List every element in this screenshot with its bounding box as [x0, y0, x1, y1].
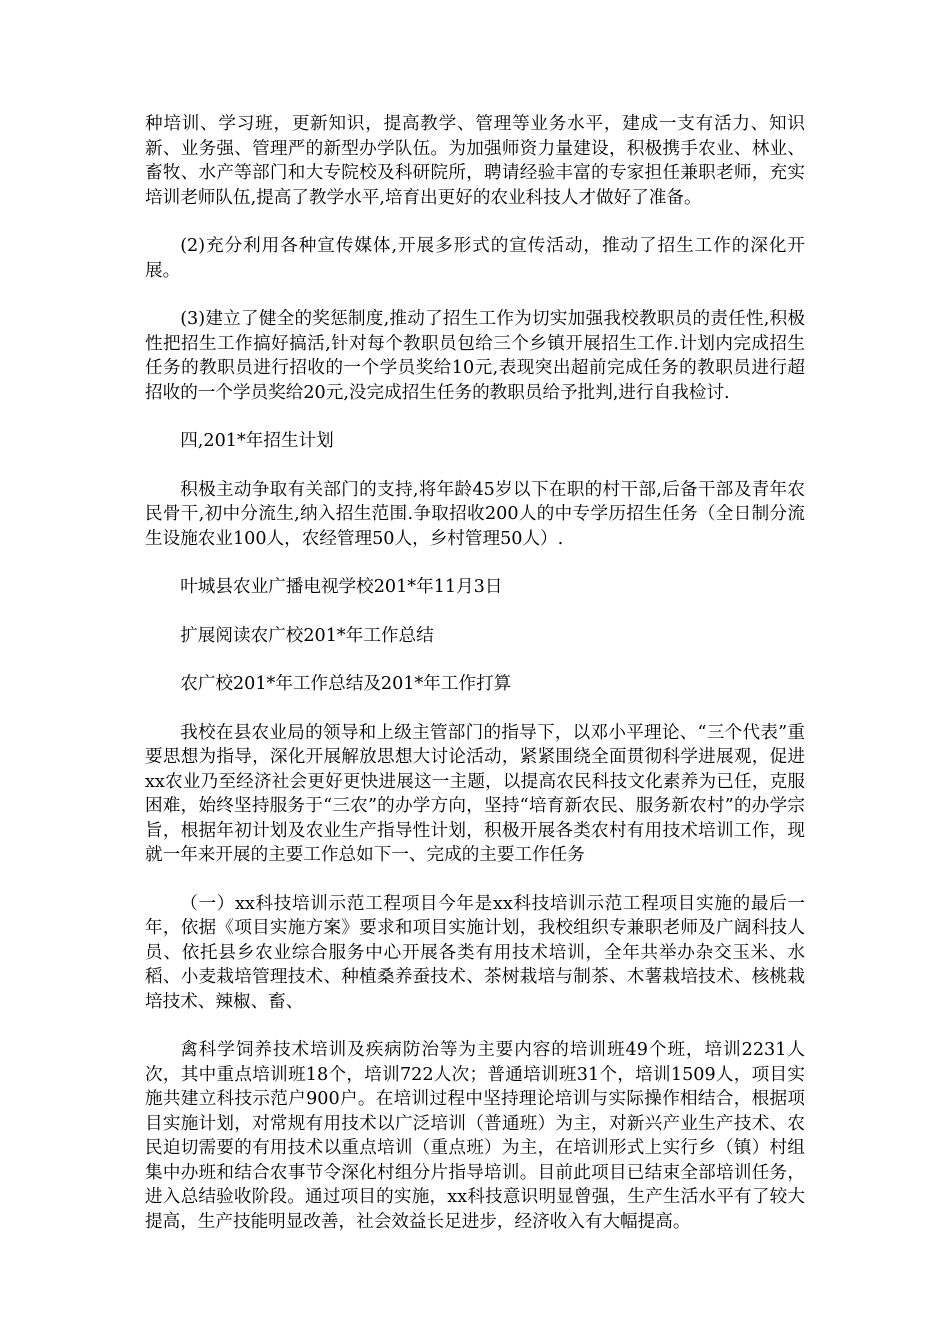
signature-date-line: 叶城县农业广播电视学校201*年11月3日 — [180, 577, 503, 597]
paragraph-training-results: 禽科学饲养技术培训及疾病防治等为主要内容的培训班49个班，培训2231人次，其中重点培训班18个，培训722人次；普通培训班31个，培训1509人，项目实施共建立科技示范户900户。在培训过程中坚持理论培训与实际操作相结合，根据项目实施计划，对常规有用技术以广泛培训（普通班）为主，对新兴产业生产技术、农民迫切需要的有用技术以重点培训（重点班）为主，在培训形式上实行乡（镇）村组集中办班和结合农事节令深化村组分片指导培训。目前此项目已结束全部培训任务，进入总结验收阶段。通过项目的实施，xx科技意识明显曾强，生产生活水平有了较大提高，生产技能明显改善，社会效益长足进步，经济收入有大幅提高。 — [145, 1040, 805, 1232]
paragraph-introduction: 我校在县农业局的领导和上级主管部门的指导下，以邓小平理论、“三个代表”重要思想为指导，深化开展解放思想大讨论活动，紧紧围绕全面贯彻科学进展观，促进xx农业乃至经济社会更好更快进展这一主题，以提高农民科技文化素养为已任，克服困难，始终坚持服务于“三农”的办学方向，坚持“培育新农民、服务新农村”的办学宗旨，根据年初计划及农业生产指导性计划，积极开展各类农村有用技术培训工作，现就一年来开展的主要工作总如下一、完成的主要工作任务 — [145, 722, 805, 865]
paragraph-project-one: （一）xx科技培训示范工程项目今年是xx科技培训示范工程项目实施的最后一年，依据《项目实施方案》要求和项目实施计划，我校组织专兼职老师及广阔科技人员、依托县乡农业综合服务中心开展各类有用技术培训，全年共举办杂交玉米、水稻、小麦栽培管理技术、种植桑养蚕技术、茶树栽培与制茶、木薯栽培技术、核桃栽培技术、辣椒、畜、 — [145, 893, 805, 1012]
document-page — [145, 112, 805, 1258]
paragraph-enrollment-plan: 积极主动争取有关部门的支持,将年龄45岁以下在职的村干部,后备干部及青年农民骨干,初中分流生,纳入招生范围.争取招收200人的中专学历招生任务（全日制分流生设施农业100人，农经管理50人，乡村管理50人）. — [145, 479, 805, 549]
summary-title: 农广校201*年工作总结及201*年工作打算 — [180, 674, 512, 694]
extended-reading-title: 扩展阅读农广校201*年工作总结 — [180, 625, 434, 646]
paragraph-incentives: (3)建立了健全的奖惩制度,推动了招生工作为切实加强我校教职员的责任性,积极性把招生工作搞好搞活,针对每个教职员包给三个乡镇开展招生工作.计划内完成招生任务的教职员进行招收的一个学员奖给10元,表现突出超前完成任务的教职员进行超招收的一个学员奖给20元,没完成招生任务的教职员给予批判,进行自我检讨. — [145, 309, 805, 403]
paragraph-publicity: (2)充分利用各种宣传媒体,开展多形式的宣传活动，推动了招生工作的深化开展。 — [145, 236, 805, 281]
section-heading-enrollment-plan: 四,201*年招生计划 — [180, 431, 334, 451]
paragraph-training-staff: 种培训、学习班，更新知识，提高教学、管理等业务水平，建成一支有活力、知识新、业务强、管理严的新型办学队伍。为加强师资力量建设，积极携手农业、林业、畜牧、水产等部门和大专院校及科研院所，聘请经验丰富的专家担任兼职老师，充实培训老师队伍,提高了教学水平,培育出更好的农业科技人才做好了准备。 — [145, 114, 805, 208]
